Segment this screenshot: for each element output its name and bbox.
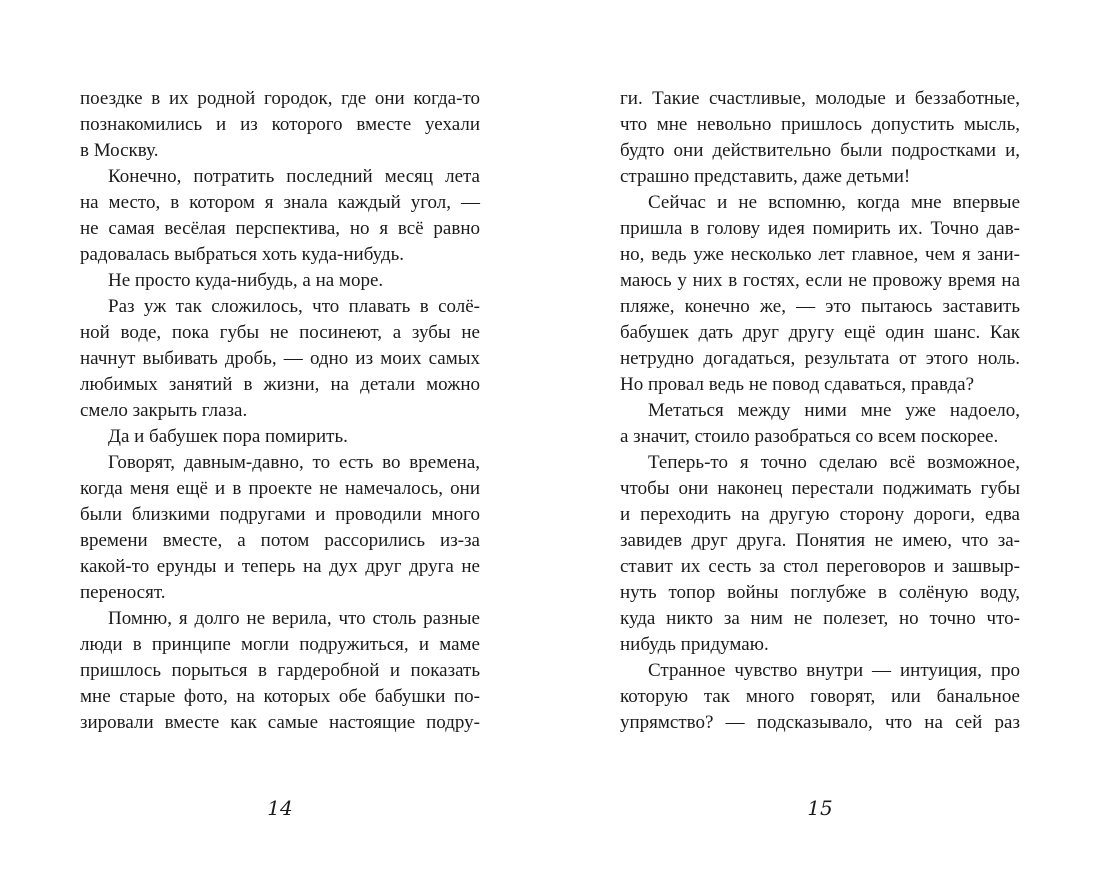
text-line: радовалась выбраться хоть куда-нибудь. <box>80 244 405 265</box>
text-line: пляже, конечно же, — это пытаюсь заставить <box>620 296 1020 317</box>
text-line: не самая весёлая перспектива, но я всё равно <box>80 218 480 239</box>
text-line: будто они действительно были подростками и, <box>620 140 1020 161</box>
text-line: бабушек дать друг другу ещё один шанс. Как <box>620 322 1020 343</box>
text-line: когда меня ещё и в проекте не намечалось, они <box>80 478 480 499</box>
text-line: смело закрыть глаза. <box>80 400 248 421</box>
text-line: Помню, я долго не верила, что столь разные <box>108 608 480 629</box>
text-line: страшно представить, даже детьми! <box>620 166 911 187</box>
text-line: которую так много говорят, или банальное <box>620 686 1020 707</box>
text-line: куда никто за ним не полезет, но точно что- <box>620 608 1020 629</box>
text-line: Метаться между ними мне уже надоело, <box>648 400 1020 421</box>
right-page-body <box>620 86 1020 736</box>
text-line: чтобы они наконец перестали поджимать губы <box>620 478 1020 499</box>
text-line: зировали вместе как самые настоящие подру- <box>80 712 480 733</box>
text-line: маюсь у них в гостях, если не провожу время на <box>620 270 1020 291</box>
text-line: ной воде, пока губы не посинеют, а зубы не <box>80 322 480 343</box>
text-line: что мне невольно пришлось допустить мысль, <box>620 114 1020 135</box>
text-line: Да и бабушек пора помирить. <box>108 426 348 447</box>
right-page-number: 15 <box>807 796 833 820</box>
text-line: Раз уж так сложилось, что плавать в солё- <box>108 296 480 317</box>
text-line: Говорят, давным-давно, то есть во времена, <box>108 452 480 473</box>
text-line: познакомились и из которого вместе уехали <box>80 114 480 135</box>
text-line: упрямство? — подсказывало, что на сей раз <box>620 712 1020 733</box>
text-line: в Москву. <box>80 140 159 161</box>
text-line: а значит, стоило разобраться со всем поскорее. <box>620 426 999 447</box>
text-line: были близкими подругами и проводили много <box>80 504 480 525</box>
text-line: и переходить на другую сторону дороги, едва <box>620 504 1020 525</box>
left-page-number: 14 <box>267 796 293 820</box>
text-line: какой-то ерунды и теперь на дух друг друга не <box>80 556 480 577</box>
text-line: на место, в котором я знала каждый угол, — <box>80 192 480 213</box>
text-line: начнут выбивать дробь, — одно из моих самых <box>80 348 480 369</box>
text-line: нетрудно догадаться, результата от этого ноль. <box>620 348 1020 369</box>
text-line: поездке в их родной городок, где они когда-то <box>80 88 480 109</box>
left-page-body <box>80 86 480 736</box>
text-line: пришла в голову идея помирить их. Точно дав- <box>620 218 1020 239</box>
text-line: Конечно, потратить последний месяц лета <box>108 166 480 187</box>
text-line: нуть топор войны поглубже в солёную воду, <box>620 582 1020 603</box>
text-line: пришлось порыться в гардеробной и показать <box>80 660 480 681</box>
text-line: нибудь придумаю. <box>620 634 769 655</box>
text-line: Сейчас и не вспомню, когда мне впервые <box>648 192 1020 213</box>
text-line: ги. Такие счастливые, молодые и беззаботные, <box>620 88 1020 109</box>
text-line: любимых занятий в жизни, на детали можно <box>80 374 480 395</box>
text-line: завидев друг друга. Понятия не имею, что за- <box>620 530 1020 551</box>
text-line: Не просто куда-нибудь, а на море. <box>108 270 384 291</box>
text-line: Странное чувство внутри — интуиция, про <box>648 660 1020 681</box>
text-line: Теперь-то я точно сделаю всё возможное, <box>648 452 1020 473</box>
text-line: люди в принципе могли подружиться, и маме <box>80 634 480 655</box>
text-line: но, ведь уже несколько лет главное, чем я зани- <box>620 244 1020 265</box>
text-line: времени вместе, а потом рассорились из-за <box>80 530 480 551</box>
text-line: ставит их сесть за стол переговоров и зашвыр- <box>620 556 1020 577</box>
text-line: мне старые фото, на которых обе бабушки по- <box>80 686 480 707</box>
text-line: переносят. <box>80 582 166 603</box>
text-line: Но провал ведь не повод сдаваться, правда? <box>620 374 975 395</box>
